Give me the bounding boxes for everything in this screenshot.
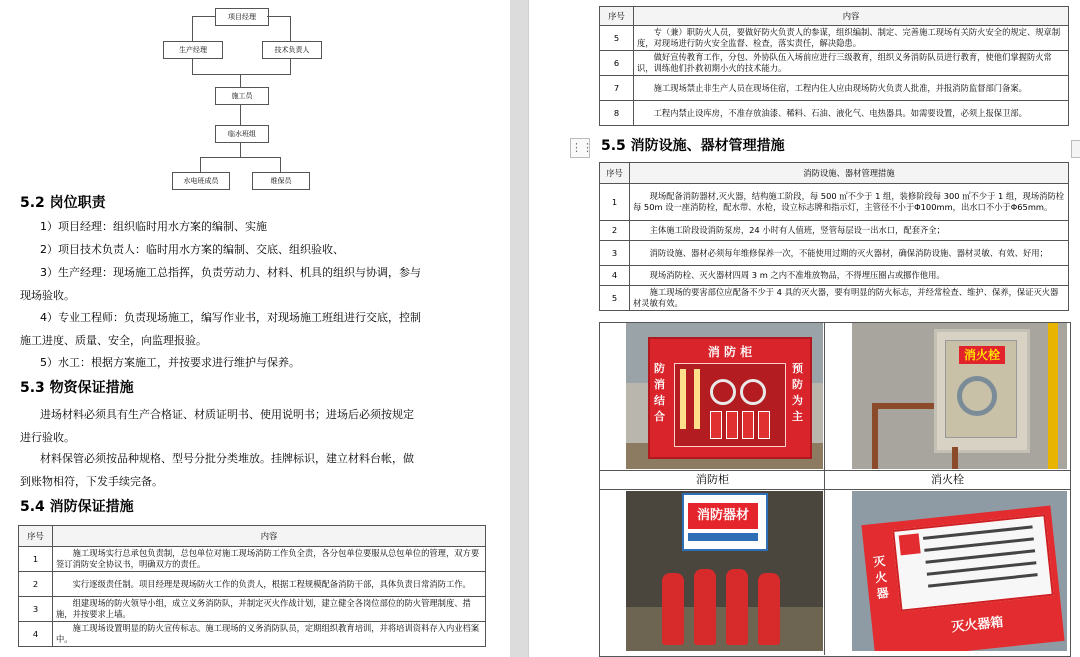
- table-row: 2 实行逐级责任制。项目经理是现场防火工作的负责人，根据工程规模配备消防干部，具体负责日常消防工作。: [19, 572, 486, 597]
- table-row: 4 现场消防栓、灭火器材四周 3 m 之内不准堆放物品，不得埋压圈占或挪作他用。: [600, 266, 1069, 286]
- right-page: [528, 0, 1080, 657]
- duty-item-4: 4）专业工程师：负责现场施工，编写作业书，对现场施工班组进行交底，控制: [40, 311, 421, 324]
- org-node-bottom-right: 维保员: [252, 172, 310, 190]
- equipment-sign: 消防器材: [688, 503, 758, 529]
- duty-item-4-cont: 施工进度、质量、安全，向监理报验。: [20, 334, 207, 347]
- page-gap: [510, 0, 528, 657]
- left-page: [0, 0, 510, 657]
- section-5-5-title: 5.5 消防设施、器材管理措施: [601, 138, 785, 154]
- table-row: 5 施工现场的要害部位应配备不少于 4 具的灭火器，要有明显的防火标志，并经常检查、维护、保养，保证灭火器材灵敏有效。: [600, 286, 1069, 311]
- table-row: 7 施工现场禁止非生产人员在现场住宿，工程内住人应由现场防火负责人批准，并报消防监督部门备案。: [600, 76, 1069, 101]
- caption-hydrant: 消火栓: [824, 470, 1071, 490]
- table-row: 1 施工现场实行总承包负责制，总包单位对施工现场消防工作负全责，各分包单位要服从总包单位的管理，双方要签订消防安全协议书，明确双方的责任。: [19, 547, 486, 572]
- table-header-row: [19, 526, 486, 547]
- drag-handle-icon[interactable]: ⋮⋮: [570, 138, 590, 158]
- table-header-row: 序号 内容: [600, 7, 1069, 26]
- org-node-left: 生产经理: [163, 41, 223, 59]
- section-5-2-title: 5.2 岗位职责: [20, 195, 106, 211]
- extinguisher-box-photo: [852, 491, 1067, 651]
- hydrant-sign: 消火栓: [959, 346, 1005, 364]
- side-scroll-tab[interactable]: [1071, 140, 1080, 158]
- duty-item-3: 3）生产经理：现场施工总指挥，负责劳动力、材料、机具的组织与协调，参与: [40, 266, 421, 279]
- materials-line-1: 进场材料必须具有生产合格证、材质证明书、使用说明书；进场后必须按规定: [40, 408, 414, 421]
- org-node-bottom-left: 水电班成员: [172, 172, 230, 190]
- org-node-mid2: 临水班组: [215, 125, 269, 143]
- duty-item-2: 2）项目技术负责人：临时用水方案的编制、交底、组织验收、: [40, 243, 344, 256]
- table-row: 6 做好宣传教育工作，分包、外协队伍入场前应进行三级教育，组织义务消防队员进行教育，使他们掌握防火常识，训练他们扑救初期小火的技术能力。: [600, 51, 1069, 76]
- org-node-right: 技术负责人: [262, 41, 322, 59]
- header-content: 内容: [53, 526, 486, 547]
- cabinet-title: 消 防 柜: [707, 345, 753, 359]
- cabinet-left-text: 防消结合: [654, 362, 665, 423]
- duty-item-3-cont: 现场验收。: [20, 289, 75, 302]
- duty-item-5: 5）水工：根据方案施工，并按要求进行维护与保养。: [40, 356, 300, 369]
- table-row: 3 组建现场的防火领导小组，成立义务消防队，并制定灭火作战计划，建立健全各岗位部位的防火管理制度、措施，并按要求上墙。: [19, 597, 486, 622]
- fire-equipment-photo: [626, 491, 823, 651]
- hydrant-photo: [852, 323, 1067, 469]
- org-node-mid1: 施工员: [215, 87, 269, 105]
- header-no: 序号: [19, 526, 53, 547]
- box-label: 灭火器: [872, 554, 890, 602]
- fire-cabinet-photo: [626, 323, 823, 469]
- caption-cabinet: 消防柜: [599, 470, 826, 490]
- equipment-table: [599, 162, 1069, 311]
- table-header-row: 序号 消防设施、器材管理措施: [600, 163, 1069, 184]
- materials-line-3: 材料保管必须按品种规格、型号分批分类堆放。挂牌标识，建立材料台帐，做: [40, 452, 414, 465]
- table-row: 2 主体施工阶段设消防泵房，24 小时有人值班，竖管每层设一出水口，配套齐全；: [600, 221, 1069, 241]
- section-5-4-title: 5.4 消防保证措施: [20, 499, 134, 515]
- section-5-3-title: 5.3 物资保证措施: [20, 380, 134, 396]
- table-row: 8 工程内禁止设库房，不准存放油漆、稀料、石油、液化气、电热器具。如需要设置，必须上报保卫部。: [600, 101, 1069, 126]
- box-title: 灭火器箱: [950, 615, 1005, 636]
- table-row: 4 施工现场设置明显的防火宣传标志。施工现场的义务消防队员，定期组织教育培训，并将培训资料存入内业档案中。: [19, 622, 486, 647]
- table-row: 5 专（兼）职防火人员，要做好防火负责人的参谋，组织编制、制定、完善施工现场有关防火安全的规定、规章制度，对现场进行防火安全监督、检查，落实责任，解决隐患。: [600, 26, 1069, 51]
- duty-item-1: 1）项目经理：组织临时用水方案的编制、实施: [40, 220, 267, 233]
- table-row: 1 现场配备消防器材,灭火器，结构施工阶段，每 500 ㎡不少于 1 组，装修阶段每 300 ㎡不少于 1 组，现场消防栓每 50m 设一座消防栓，配水带、水枪，设立标志牌和指示灯，主管径不小于Φ100mm，出水口不小于Φ65mm。: [600, 184, 1069, 221]
- fire-measures-table: [18, 525, 486, 647]
- fire-measures-table-cont: [599, 6, 1069, 126]
- materials-line-2: 进行验收。: [20, 431, 75, 444]
- materials-line-4: 到账物相符，下发手续完备。: [20, 475, 163, 488]
- org-node-top: 项目经理: [215, 8, 269, 26]
- cabinet-right-text: 预防为主: [792, 362, 803, 423]
- table-row: 3 消防设施、器材必须每年维修保养一次，不能使用过期的灭火器材，确保消防设施、器材灵敏、有效、好用；: [600, 241, 1069, 266]
